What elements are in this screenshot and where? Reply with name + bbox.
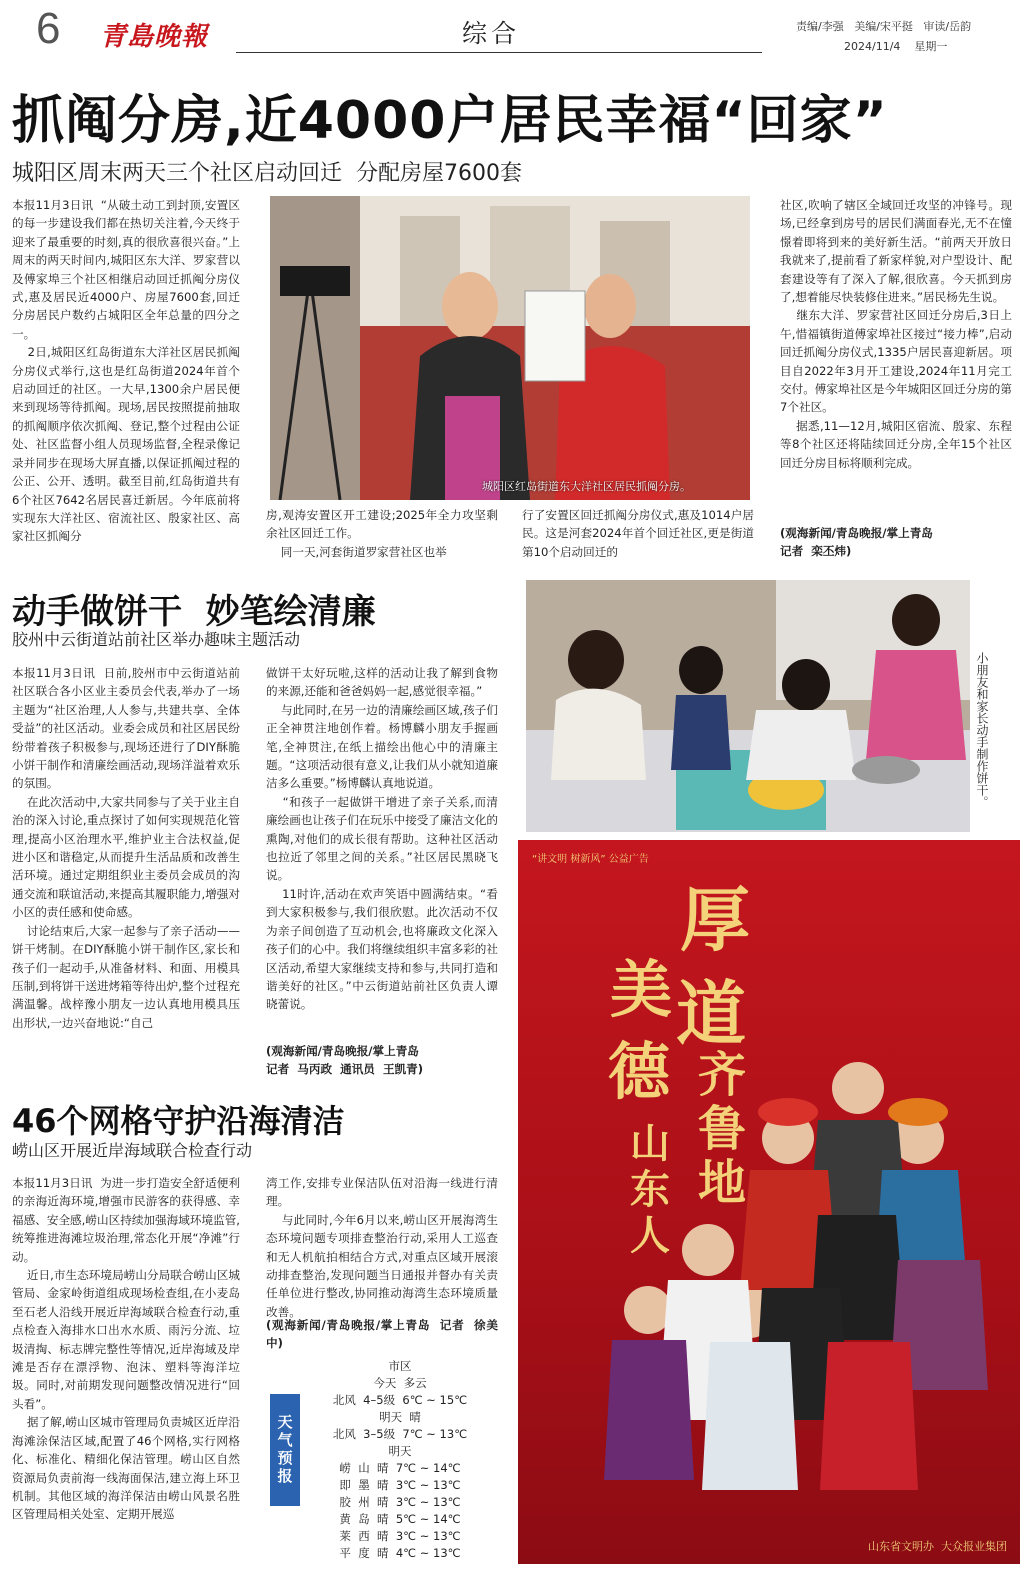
- story3-byline: (观海新闻/青岛晚报/掌上青岛 记者 徐美中): [266, 1318, 498, 1351]
- weather-line: 莱 西 晴 3℃ ~ 13℃: [339, 1529, 461, 1543]
- ad-char-de: 德: [608, 1035, 671, 1108]
- ad-tag: “讲文明 树新风” 公益广告: [532, 854, 649, 865]
- story2-column-2: 做饼干太好玩啦,这样的活动让我了解到食物的来源,还能和爸爸妈妈一起,感觉很幸福。” 与此同时,在另一边的清廉绘画区域,孩子们正全神贯注地创作着。杨博麟小朋友手握画笔,全神贯注,在纸上描绘出他心中的清廉主题。“这项活动很有意义,让我们从小就知道廉洁多么重要。”杨博麟认真地说道。 “和孩子一起做饼干增进了亲子关系,而清廉绘画也让孩子们在玩乐中接受了廉洁文化的熏陶,对他们的成长很有帮助。这种社区活动也拉近了邻里之间的关系。”社区居民黑晓飞说。 11时许,活动在欢声笑语中圆满结束。“看到大家积极参与,我们很欣慰。此次活动不仅为亲子间创造了互动机会,也将廉政文化深入孩子们的心中。我们将继续组织丰富多彩的社区活动,希望大家继续支持和参与,共同打造和谐美好的社区。”中云街道站前社区负责人谭晓蕾说。: [266, 666, 498, 1012]
- ad-char-dao: 道: [676, 972, 746, 1055]
- story3-headline: 46个网格守护沿海清洁: [12, 1102, 345, 1140]
- ad-char-qi: 齐: [698, 1047, 747, 1103]
- ad-char-dong: 东: [630, 1166, 670, 1213]
- section-name: 综合: [462, 19, 521, 48]
- story3-column-1: 本报11月3日讯 为进一步打造安全舒适便利的亲海近海环境,增强市民游客的获得感、幸福感、安全感,崂山区持续加强海域环境监管,统筹推进海滩垃圾治理,常态化开展“净滩”行动。 近日,市生态环境局崂山分局联合崂山区城管局、金家岭街道组成现场检查组,在小麦岛至石老人沿线开展近岸海域联合检查行动,重点检查入海排水口出水水质、雨污分流、垃圾清掏、标志牌完整性等情况,近岸海域及岸滩是否存在漂浮物、泡沫、塑料等海洋垃圾。同时,对前期发现问题整改情况进行“回头看”。 据了解,崂山区城市管理局负责城区近岸沿海滩涂保洁区域,配置了46个网格,实行网格化、标准化、精细化保洁管理。崂山区自然资源局负责前海一线海面保洁,建立海上环卫机制。其他区域的海洋保洁由崂山风景名胜区管理局相关处室、定期开展巡: [12, 1176, 240, 1522]
- story1-column-4: 社区,吹响了辖区全域回迁攻坚的冲锋号。现场,已经拿到房号的居民们满面春光,无不在憧憬着即将到来的美好新生活。“前两天开放日我就来了,提前看了新家样貌,对户型设计、配套建设等有了深入了解,很欣喜。今天抓到房了,想着能尽快装修住进来。”居民杨先生说。 继东大洋、罗家营社区回迁分房后,3日上午,惜福镇街道傅家埠社区接过“接力棒”,启动回迁抓阄分房仪式,1335户居民喜迎新居。项目自2022年3月开工建设,2024年11月完工交付。傅家埠社区是今年城阳区回迁分房的第7个社区。 据悉,11—12月,城阳区宿流、殷家、东程等8个社区还将陆续回迁分房,全年15个社区回迁分房目标将顺利完成。: [780, 198, 1012, 470]
- public-service-ad: [518, 840, 1020, 1564]
- ad-char-ren: 人: [630, 1212, 670, 1259]
- editors-line: 责编/李强 美编/宋平挺 审读/岳韵: [796, 20, 972, 33]
- weather-line: 平 度 晴 4℃ ~ 13℃: [339, 1546, 461, 1560]
- story3-column-2: 湾工作,安排专业保洁队伍对沿海一线进行清理。 与此同时,今年6月以来,崂山区开展海湾生态环境问题专项排查整治行动,采用人工巡查和无人机航拍相结合方式,对重点区域开展滚动排查整治,发现问题当日通报并督办有关责任单位进行整改,协同推动海湾生态环境质量改善。: [266, 1176, 498, 1319]
- story2-column-1: 本报11月3日讯 日前,胶州市中云街道站前社区联合各小区业主委员会代表,举办了一场主题为“社区治理,人人参与,共建共享、全体受益”的社区活动。业委会成员和社区居民纷纷带着孩子积极参与,现场还进行了DIY酥脆小饼干制作和清廉绘画活动,现场洋溢着欢乐的氛围。 在此次活动中,大家共同参与了关于业主自治的深入讨论,重点探讨了如何实现规范化管理,提高小区治理水平,维护业主合法权益,促进小区和谐稳定,从而提升生活品质和改善生活环境。通过定期组织业主委员会成员的沟通交流和联谊活动,来提高其履职能力,增强对小区的责任感和使命感。 讨论结束后,大家一起参与了亲子活动——饼干烤制。在DIY酥脆小饼干制作区,家长和孩子们一起动手,从准备材料、和面、用模具压制,到将饼干送进烤箱等待出炉,整个过程充满温馨。战梓豫小朋友一边认真地用模具压出形状,一边兴奋地说:“自己: [12, 666, 240, 1030]
- paper-name-logo: 青島晚報: [100, 22, 209, 52]
- ad-char-mei: 美: [610, 953, 673, 1026]
- story1-photo: [270, 196, 750, 500]
- story2-headline: 动手做饼干 妙笔绘清廉: [12, 592, 376, 632]
- story1-column-3: 行了安置区回迁抓阄分房仪式,惠及1014户居民。这是河套2024年首个回迁社区,更是街道第10个启动回迁的: [522, 508, 754, 559]
- story2-byline: (观海新闻/青岛晚报/掌上青岛 记者 马丙政 通讯员 王凯青): [266, 1044, 424, 1077]
- weather-line: 即 墨 晴 3℃ ~ 13℃: [339, 1478, 461, 1492]
- story1-byline: (观海新闻/青岛晚报/掌上青岛 记者 栾丕炜): [780, 526, 933, 559]
- ad-char-shan: 山: [630, 1120, 670, 1167]
- story2-photo-caption: 小朋友和家长动手制作饼干。: [975, 652, 989, 808]
- weather-label: 天气预报: [275, 1414, 294, 1486]
- issue-date: 2024/11/4 星期一: [844, 40, 948, 53]
- story1-subhead: 城阳区周末两天三个社区启动回迁 分配房屋7600套: [12, 161, 522, 186]
- story2-subhead: 胶州中云街道站前社区举办趣味主题活动: [12, 630, 301, 649]
- story2-photo: [526, 580, 970, 832]
- masthead-rule: [236, 52, 762, 53]
- weather-line: 崂 山 晴 7℃ ~ 14℃: [339, 1461, 461, 1475]
- weather-line: 今天 多云: [373, 1376, 427, 1390]
- weather-line: 黄 岛 晴 5℃ ~ 14℃: [339, 1512, 461, 1526]
- ad-portraits-illustration: [518, 1060, 1020, 1540]
- lottery-photo-illustration: [270, 196, 750, 500]
- story1-column-2: 房,观涛安置区开工建设;2025年全力攻坚剩余社区回迁工作。 同一天,河套街道罗家营社区也举: [266, 508, 498, 559]
- story1-headline: 抓阄分房,近4000户居民幸福“回家”: [12, 91, 888, 151]
- weather-line: 胶 州 晴 3℃ ~ 13℃: [339, 1495, 461, 1509]
- ad-char-di: 地: [698, 1155, 747, 1211]
- cookie-making-photo-illustration: [526, 580, 970, 832]
- weather-line: 市区: [388, 1359, 412, 1373]
- story1-photo-caption: 城阳区红岛街道东大洋社区居民抓阄分房。: [482, 480, 691, 493]
- weather-forecast: [310, 1358, 490, 1562]
- masthead: [0, 0, 1024, 60]
- ad-footer: 山东省文明办 大众报业集团: [868, 1540, 1007, 1553]
- story1-column-1: 本报11月3日讯 “从破土动工到封顶,安置区的每一步建设我们都在热切关注着,今天终于迎来了最重要的时刻,真的很欣喜很兴奋。”上周末的两天时间内,城阳区东大洋、罗家营以及傅家埠三个社区相继启动回迁抓阄分房仪式,惠及居民近4000户、房屋7600套,回迁分房居民户数约占城阳区全年总量的四分之一。 2日,城阳区红岛街道东大洋社区居民抓阄分房仪式举行,这也是红岛街道2024年首个启动回迁的社区。一大早,1300余户居民便来到现场等待抓阄。现场,居民按照提前抽取的抓阄顺序依次抓阄、登记,整个过程由公证处、社区监督小组人员现场监督,全程录像记录并同步在现场大屏直播,以保证抓阄过程的公正、公开、透明。截至目前,红岛街道共有6个社区7642名居民喜迁新居。今年底前将实现东大洋社区、宿流社区、殷家社区、高家社区抓阄分: [12, 198, 240, 544]
- weather-line: 明天: [388, 1444, 412, 1458]
- ad-char-lu: 鲁: [698, 1101, 747, 1157]
- weather-label-box: [270, 1394, 300, 1506]
- story3-subhead: 崂山区开展近岸海域联合检查行动: [12, 1141, 253, 1160]
- weather-line: 北风 3–5级 7℃ ~ 13℃: [332, 1427, 468, 1441]
- page-number: 6: [36, 4, 61, 53]
- weather-line: 北风 4–5级 6℃ ~ 15℃: [332, 1393, 468, 1407]
- ad-char-hou: 厚: [680, 878, 750, 961]
- weather-line: 明天 晴: [379, 1410, 421, 1424]
